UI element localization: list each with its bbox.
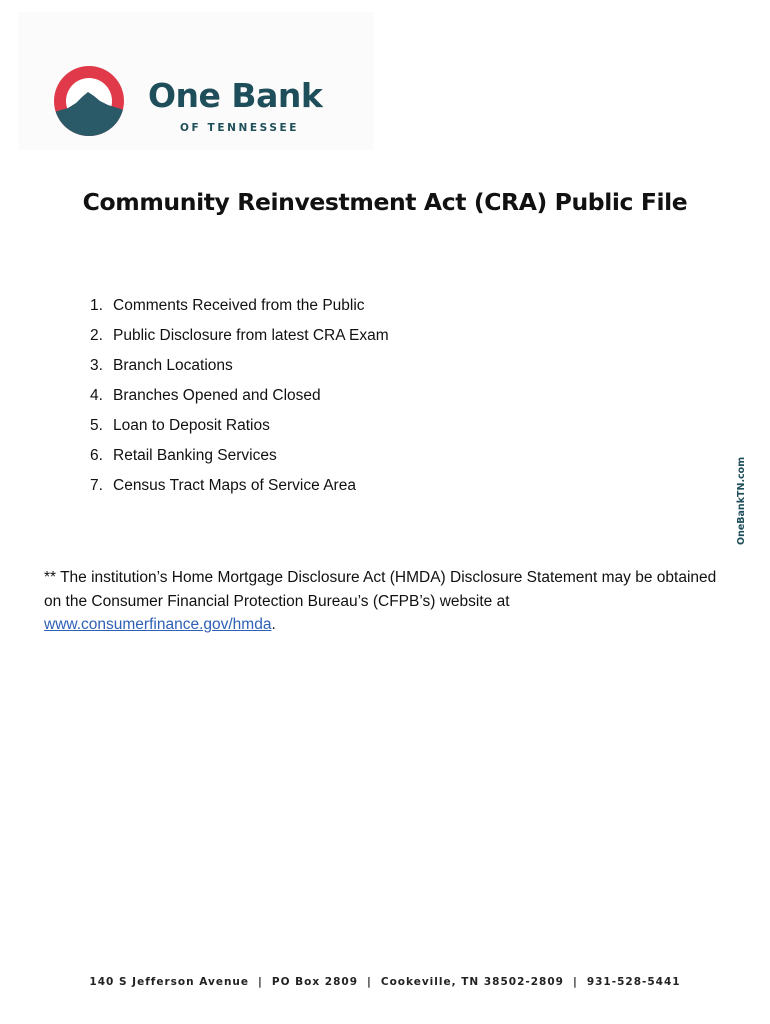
item-number: 7. — [90, 477, 103, 494]
footer-address: 140 S Jefferson Avenue — [89, 976, 250, 988]
brand-subname: OF TENNESSEE — [180, 122, 300, 134]
item-label: Comments Received from the Public — [113, 297, 365, 314]
footer-city: Cookeville, TN 38502-2809 — [380, 976, 564, 988]
item-label: Retail Banking Services — [113, 447, 277, 464]
website-vertical-text: OneBankTN.com — [736, 456, 747, 545]
footer-po-box: PO Box 2809 — [271, 976, 359, 988]
mountain-in-circle-logo-icon — [54, 66, 124, 136]
item-number: 2. — [90, 327, 103, 344]
item-number: 6. — [90, 447, 103, 464]
footer — [0, 976, 770, 988]
brand-name: One Bank — [148, 76, 323, 115]
footer-phone: 931-528-5441 — [586, 976, 681, 988]
item-label: Census Tract Maps of Service Area — [113, 477, 356, 494]
item-label: Loan to Deposit Ratios — [113, 417, 270, 434]
page-title: Community Reinvestment Act (CRA) Public File — [82, 188, 688, 216]
list-item — [90, 471, 389, 501]
footer-separator: | — [258, 976, 263, 988]
item-number: 3. — [90, 357, 103, 374]
list-item — [90, 411, 389, 441]
item-number: 1. — [90, 297, 103, 314]
list-item — [90, 381, 389, 411]
item-label: Public Disclosure from latest CRA Exam — [113, 327, 389, 344]
list-item — [90, 291, 389, 321]
note-text: ** The institution’s Home Mortgage Disclosure Act (HMDA) Disclosure Statement may be obtained on the Consumer Financial Protection Bureau’s (CFPB’s) website at — [44, 569, 717, 610]
item-label: Branch Locations — [113, 357, 233, 374]
item-number: 5. — [90, 417, 103, 434]
hmda-note — [44, 566, 724, 637]
item-label: Branches Opened and Closed — [113, 387, 321, 404]
hmda-link[interactable]: www.consumerfinance.gov/hmda — [44, 616, 272, 633]
list-item — [90, 351, 389, 381]
list-item — [90, 321, 389, 351]
document-list — [90, 291, 389, 501]
footer-separator: | — [572, 976, 578, 988]
list-item — [90, 441, 389, 471]
note-trailing: . — [271, 616, 276, 633]
item-number: 4. — [90, 387, 103, 404]
footer-separator: | — [367, 976, 372, 988]
